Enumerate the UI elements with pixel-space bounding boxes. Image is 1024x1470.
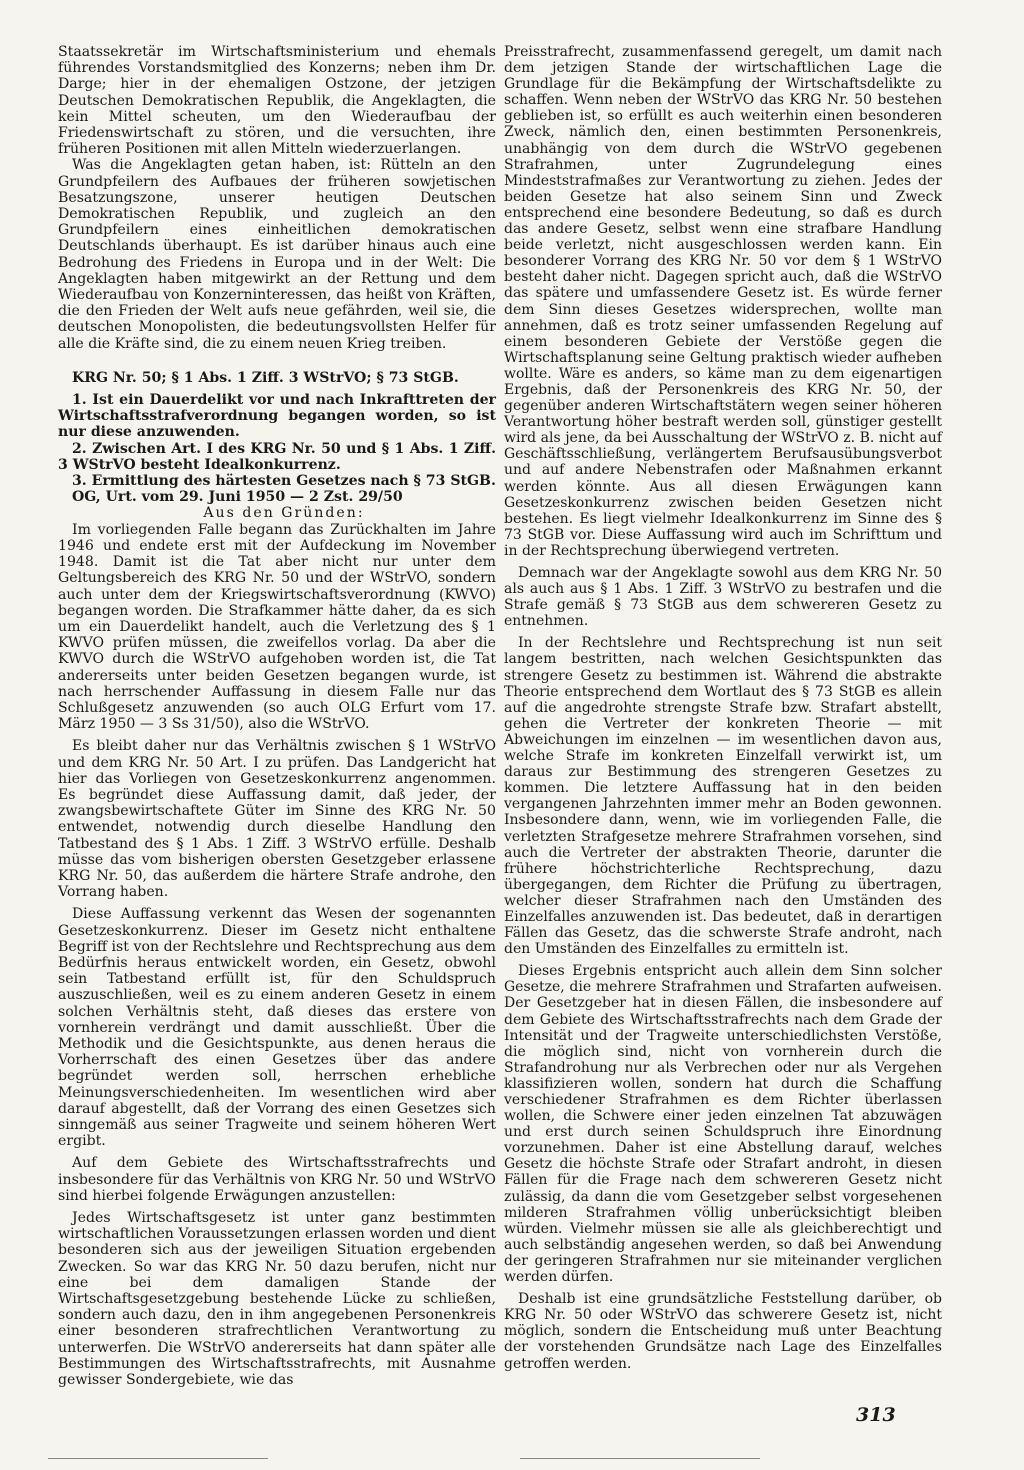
headnote-2: 2. Zwischen Art. I des KRG Nr. 50 und § 1 Abs. 1 Ziff. 3 WStrVO besteht Idealkonkurrenz. xyxy=(58,440,496,473)
page-number: 313 xyxy=(856,1404,896,1426)
court-citation: OG, Urt. vom 29. Juni 1950 — 2 Zst. 29/50 xyxy=(72,489,403,506)
paragraph: Preisstrafrecht, zusammenfassend geregelt, um damit nach dem jetzigen Stande der wirtschaftlichen Lage die Grundlage für die Bekämpfung der Wirtschaftsdelikte zu schaffen. Wenn neben der WStrVO das KRG Nr. 50 bestehen geblieben ist, so erfüllt es auch weiterhin einen besonderen Zweck, nämlich den, einen bestimmten Personenkreis, unabhängig von dem durch die WStrVO gegebenen Strafrahmen, unter Zugrundelegung eines Mindeststrafmaßes zur Verantwortung zu ziehen. Jedes der beiden Gesetze hat also seinem Sinn und Zweck entsprechend eine besondere Bedeutung, so daß es durch das andere Gesetz, selbst wenn eine strafbare Handlung beide verletzt, nicht ausgeschlossen werden kann. Ein besonderer Vorrang des KRG Nr. 50 vor dem § 1 WStrVO besteht daher nicht. Dagegen spricht auch, daß die WStrVO das spätere und umfassendere Gesetz ist. Es würde ferner dem Sinn dieses Gesetzes widersprechen, wollte man annehmen, daß es trotz seiner umfassenden Regelung auf einem besonderen Gebiete der Verstöße gegen die Wirtschaftsplanung seine Geltung praktisch wieder aufheben wollte. Wäre es anders, so käme man zu dem eigenartigen Ergebnis, daß der Personenkreis des KRG Nr. 50, der gegenüber anderen Wirtschaftstätern wegen seiner höheren Verantwortung höher bestraft werden soll, günstiger gestellt wird als jene, da bei Ausschaltung der WStrVO z. B. nicht auf Geschäftsschließung, verlängertem Berufsausübungsverbot und auf andere Nebenstrafen oder Maßnahmen erkannt werden könnte. Aus all diesen Erwägungen kann Gesetzeskonkurrenz zwischen beiden Gesetzen nicht bestehen. Es liegt vielmehr Idealkonkurrenz im Sinne des § 73 StGB vor. Diese Auffassung wird auch im Schrifttum und in der Rechtsprechung überwiegend vertreten. xyxy=(504,44,942,559)
headnote-1: 1. Ist ein Dauerdelikt vor und nach Inkrafttreten der Wirtschaftsstrafverordnung begangen worden, so ist nur diese anzuwenden. xyxy=(58,392,496,441)
paragraph: In der Rechtslehre und Rechtsprechung ist nun seit langem bestritten, nach welchen Gesichtspunkten das strengere Gesetz zu bestimmen ist. Während die abstrakte Theorie entsprechend dem Wortlaut des § 73 StGB es allein auf die angedrohte strengste Strafe bzw. Strafart abstellt, gehen die Vertreter der konkreten Theorie — mit Abweichungen im einzelnen — im wesentlichen davon aus, welche Strafe im konkreten Einzelfall verwirkt ist, um daraus zur Bestimmung des strengeren Gesetzes zu kommen. Die letztere Auffassung hat in den beiden vergangenen Jahrzehnten immer mehr an Boden gewonnen. Insbesondere dann, wenn, wie im vorliegenden Falle, die verletzten Strafgesetze mehrere Strafrahmen vorsehen, sind auch die Vertreter der abstrakten Theorie, darunter die frühere höchstrichterliche Rechtsprechung, dazu übergegangen, dem Richter die Prüfung zu übertragen, welcher dieser Strafrahmen nach den Umständen des Einzelfalles anzuwenden ist. Das bedeutet, daß in derartigen Fällen das Gesetz, das die schwerste Strafe androht, nach den Umständen des Einzelfalles zu ermitteln ist. xyxy=(504,635,942,958)
paragraph: Diese Auffassung verkennt das Wesen der sogenannten Gesetzeskonkurrenz. Dieser im Gesetz nicht enthaltene Begriff ist von der Rechtslehre und Rechtsprechung aus dem Bedürfnis heraus entwickelt worden, ein Gesetz, obwohl sein Tatbestand erfüllt ist, für den Schuldspruch auszuschließen, weil es zu einem anderen Gesetz in einem solchen Verhältnis steht, daß dieses das erstere von vornherein verdrängt und damit ausschließt. Über die Methodik und die Gesichtspunkte, aus denen heraus die Vorherrschaft des einen Gesetzes über das andere begründet werden soll, herrschen erhebliche Meinungsverschiedenheiten. Im wesentlichen wird aber darauf abgestellt, daß der Vorrang des einen Gesetzes sich sinngemäß aus seiner Tragweite und seinem höheren Wert ergibt. xyxy=(58,906,496,1150)
paragraph: Staatssekretär im Wirtschaftsministerium und ehemals führendes Vorstandsmitglied des Konzerns; neben ihm Dr. Darge; hier in der ehemaligen Ostzone, der jetzigen Deutschen Demokratischen Republik, die Angeklagten, die kein Mittel scheuten, um den Wiederaufbau der Friedenswirtschaft zu stören, und die versuchten, ihre früheren Positionen mit allen Mitteln wiederzuerlangen. xyxy=(58,44,496,158)
paragraph: Was die Angeklagten getan haben, ist: Rütteln an den Grundpfeilern des Aufbaues der früheren sowjetischen Besatzungszone, unserer heutigen Deutschen Demokratischen Republik, und zugleich an den Grundpfeilern eines einheitlichen demokratischen Deutschlands überhaupt. Es ist darüber hinaus auch eine Bedrohung des Friedens in Europa und in der Welt: Die Angeklagten haben mitgewirkt an der Rettung und dem Wiederaufbau von Konzerninteressen, das heißt von Kräften, die den Frieden der Welt aufs neue gefährden, weil sie, die deutschen Monopolisten, die bedeutungsvollsten Helfer für alle die Kräfte sind, die zu einem neuen Krieg treiben. xyxy=(58,157,496,352)
bottom-rule xyxy=(48,1458,268,1459)
paragraph: Es bleibt daher nur das Verhältnis zwischen § 1 WStrVO und dem KRG Nr. 50 Art. I zu prüfen. Das Landgericht hat hier das Vorliegen von Gesetzeskonkurrenz angenommen. Es begründet diese Auffassung damit, daß jeder, der zwangsbewirtschaftete Güter im Sinne des KRG Nr. 50 entwendet, notwendig durch dieselbe Handlung den Tatbestand des § 1 Abs. 1 Ziff. 3 WStrVO erfülle. Deshalb müsse das vom bisherigen obersten Gesetzgeber erlassene KRG Nr. 50, das außerdem die härtere Strafe androhe, den Vorrang haben. xyxy=(58,738,496,901)
paragraph: Dieses Ergebnis entspricht auch allein dem Sinn solcher Gesetze, die mehrere Strafrahmen und Strafarten aufweisen. Der Gesetzgeber hat in diesen Fällen, die insbesondere auf dem Gebiete des Wirtschaftsstrafrechts nach dem Grade der Intensität und der Tragweite unterschiedlichsten Verstöße, die möglich sind, nicht von vornherein durch die Strafandrohung nur als Verbrechen oder nur als Vergehen klassifizieren wollen, sondern hat durch die Schaffung verschiedener Strafrahmen es dem Richter überlassen wollen, die Schwere einer jeden einzelnen Tat abzuwägen und erst durch seinen Schuldspruch ihre Einordnung vorzunehmen. Daher ist eine Abstellung darauf, welches Gesetz die höchste Strafe oder Strafart androht, in diesen Fällen für die Frage nach dem schwereren Gesetz nicht zulässig, da dann die vom Gesetzgeber selbst vorgesehenen milderen Strafrahmen völlig unberücksichtigt bleiben würden. Vielmehr müssen sie alle als gleichberechtigt und auch selbständig angesehen werden, so daß bei Anwendung der geringeren Strafrahmen nur sie miteinander verglichen werden dürfen. xyxy=(504,963,942,1286)
paragraph: Jedes Wirtschaftsgesetz ist unter ganz bestimmten wirtschaftlichen Voraussetzungen erlassen worden und dient besonderen sich aus der jeweiligen Situation ergebenden Zwecken. So war das KRG Nr. 50 dazu berufen, nicht nur eine bei dem damaligen Stande der Wirtschaftsgesetzgebung bestehende Lücke zu schließen, sondern auch dazu, den in ihm angegebenen Personenkreis einer besonderen strafrechtlichen Verantwortung zu unterwerfen. Die WStrVO andererseits hat dann später alle Bestimmungen des Wirtschaftsstrafrechts, mit Ausnahme gewisser Sondergebiete, wie das xyxy=(58,1210,496,1389)
bottom-rule xyxy=(520,1458,760,1459)
paragraph: Im vorliegenden Falle begann das Zurückhalten im Jahre 1946 und endete erst mit der Aufdeckung im November 1948. Damit ist die Tat aber nicht nur unter dem Geltungsbereich des KRG Nr. 50 und der WStrVO, sondern auch unter dem der Kriegswirtschaftsverordnung (KWVO) begangen worden. Die Strafkammer hätte daher, da es sich um ein Dauerdelikt handelt, auch die Verletzung des § 1 KWVO prüfen müssen, die zweifellos vorlag. Da aber die KWVO durch die WStrVO aufgehoben worden ist, die Tat andererseits unter beiden Gesetzen begangen wurde, ist nach herrschender Auffassung in diesem Falle nur das Schlußgesetz anzuwenden (so auch OLG Erfurt vom 17. März 1950 — 3 Ss 31/50), also die WStrVO. xyxy=(58,521,496,733)
section-heading: Aus den Gründen: xyxy=(203,505,365,522)
paragraph: Auf dem Gebiete des Wirtschaftsstrafrechts und insbesondere für das Verhältnis von KRG Nr. 50 und WStrVO sind hierbei folgende Erwägungen anzustellen: xyxy=(58,1155,496,1204)
right-column xyxy=(504,44,942,1372)
paragraph: Demnach war der Angeklagte sowohl aus dem KRG Nr. 50 als auch aus § 1 Abs. 1 Ziff. 3 WStrVO zu bestrafen und die Strafe gemäß § 73 StGB aus dem schwereren Gesetz zu entnehmen. xyxy=(504,565,942,630)
headnote-3: 3. Ermittlung des härtesten Gesetzes nach § 73 StGB. xyxy=(72,473,496,490)
paragraph: Deshalb ist eine grundsätzliche Feststellung darüber, ob KRG Nr. 50 oder WStrVO das schwerere Gesetz ist, nicht möglich, sondern die Entscheidung muß unter Beachtung der vorstehenden Grundsätze nach Lage des Einzelfalles getroffen werden. xyxy=(504,1291,942,1372)
left-column xyxy=(58,44,496,1388)
case-heading: KRG Nr. 50; § 1 Abs. 1 Ziff. 3 WStrVO; § 73 StGB. xyxy=(72,369,459,386)
